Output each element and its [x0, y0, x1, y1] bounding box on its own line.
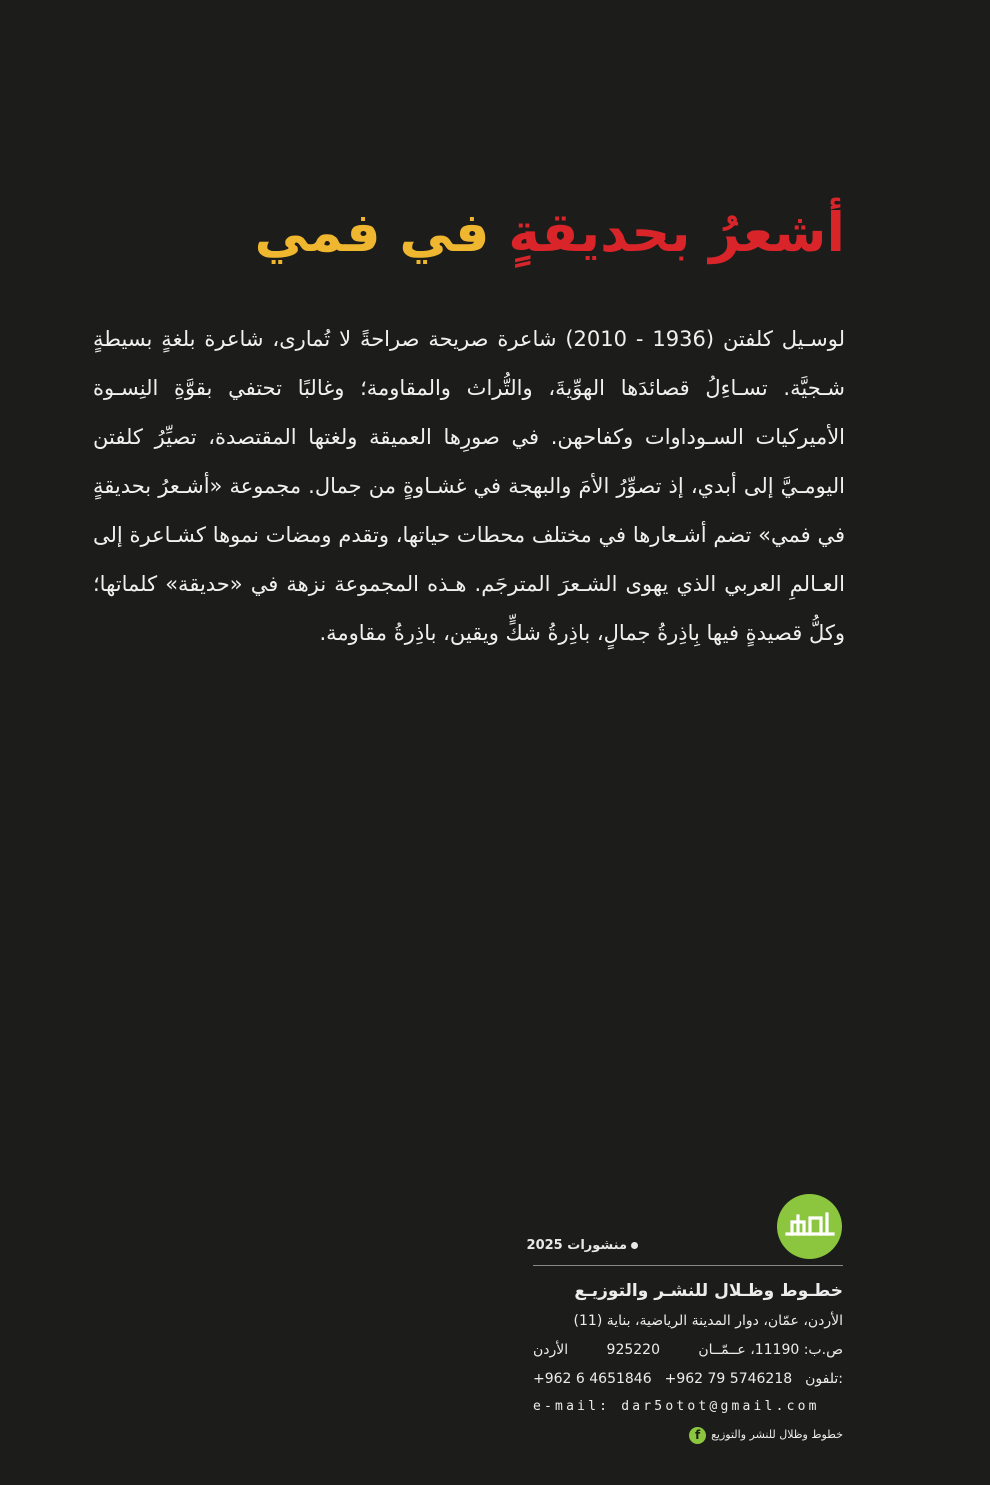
facebook-icon: f	[689, 1427, 706, 1444]
phone-label: تلفون:	[805, 1371, 843, 1387]
social-page-name: خطوط وظلال للنشر والتوزيع	[711, 1428, 843, 1441]
book-blurb: لوسـيل كلفتن (1936 - 2010) شاعرة صريحة صراحةً لا تُمارى، شاعرة بلغةٍ بسيطةٍ شـجيَّة. تسـاءِلُ قصائدَها الهوِّيةَ، والتُّراث والمقاومة؛ وغالبًا تحتفي بقوَّةِ النِسـوة الأميركيات السـوداوات وكفاحهن. في صورِها العميقة ولغتها المقتصدة، تصيِّرُ كلفتن اليومـيَّ إلى أبدي، إذ تصوِّرُ الأمَ والبهجة في غشـاوةٍ من جمال. مجموعة «أشـعرُ بحديقةٍ في فمي» تضم أشـعارها في مختلف محطات حياتها، وتقدم ومضات نموها كشـاعرة إلى العـالمِ العربي الذي يهوى الشـعرَ المترجَم. هـذه المجموعة نزهة في «حديقة» كلماتها؛ وكلُّ قصيدةٍ فيها بِاذِرةُ جمالٍ، باذِرةُ شكٍّ ويقين، باذِرةُ مقاومة.	[93, 327, 845, 645]
publisher-name: خطـوط وظـلال للنشـر والتوزيـع	[574, 1281, 843, 1301]
publisher-pobox-line	[533, 1336, 843, 1365]
bullet-dot-icon	[631, 1242, 638, 1249]
publisher-country: الأردن	[533, 1342, 569, 1358]
divider	[533, 1265, 843, 1266]
phone-number-1: +962 79 5746218	[664, 1371, 793, 1387]
publisher-info	[533, 1275, 843, 1450]
publisher-pobox: ص.ب: 11190، عــمّــان	[698, 1342, 843, 1358]
publisher-address: الأردن، عمّان، دوار المدينة الرياضية، بناية (11)	[573, 1313, 843, 1329]
publication-year	[527, 1238, 638, 1253]
publisher-logo-icon	[777, 1194, 842, 1259]
book-title-part1: أشعرُ بحديقةٍ	[508, 201, 845, 264]
publisher-postal-code: 925220	[606, 1342, 660, 1358]
book-title	[145, 188, 845, 278]
publication-year-label: منشورات 2025	[526, 1238, 627, 1253]
publisher-logo	[777, 1194, 842, 1259]
phone-number-2: +962 6 4651846	[533, 1371, 652, 1387]
publisher-social	[533, 1420, 843, 1450]
book-title-part2: في فمي	[254, 201, 490, 264]
publisher-phones	[533, 1365, 843, 1394]
publisher-email: e-mail: dar5otot@gmail.com	[533, 1399, 820, 1414]
